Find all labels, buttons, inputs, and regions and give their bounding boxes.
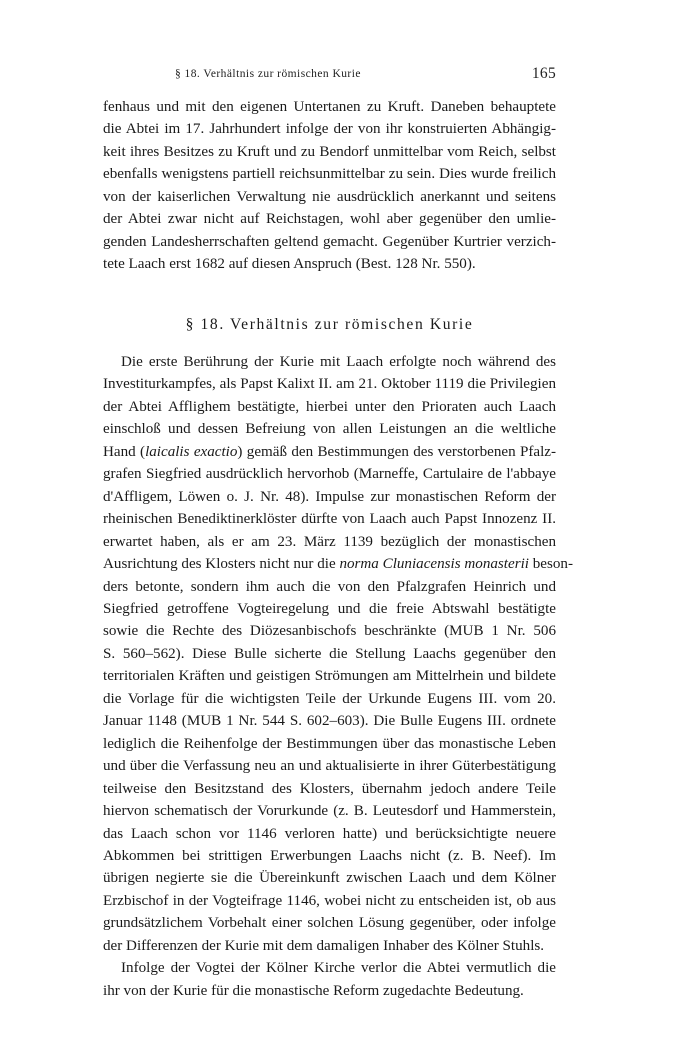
text-line: Abkommen bei strittigen Erwerbungen Laachs nicht (z. B. Neef). Im — [103, 847, 556, 864]
text-line: grafen Siegfried ausdrücklich hervorhob (Marneffe, Cartulaire de l'abbaye — [103, 466, 556, 483]
paragraph-continued — [103, 96, 556, 276]
text-line: lediglich die Reihenfolge der Bestimmungen über das monastische Leben — [103, 735, 556, 752]
text-line: ebenfalls wenigstens partiell reichsunmittelbar zu sein. Dies wurde freilich — [103, 166, 556, 183]
running-title: § 18. Verhältnis zur römischen Kurie — [175, 68, 361, 80]
text-line: teilweise den Besitzstand des Klosters, übernahm jedoch andere Teile — [103, 780, 556, 797]
text-line: sowie die Rechte des Diözesanbischofs beschränkte (MUB 1 Nr. 506 — [103, 623, 556, 640]
text-line: Siegfried getroffene Vogteiregelung und die freie Abtswahl bestätigte — [103, 600, 556, 617]
section-body — [103, 351, 573, 1002]
text-line: Erzbischof in der Vogteifrage 1146, wobei nicht zu entscheiden ist, ob aus — [103, 892, 556, 909]
text-line: keit ihres Besitzes zu Kruft und zu Bendorf unmittelbar vom Reich, selbst — [103, 143, 556, 160]
text-line: rheinischen Benediktinerklöster dürfte von Laach auch Papst Innozenz II. — [103, 511, 556, 528]
text-line: territorialen Kräften und geistigen Strömungen am Mittelrhein und bildete — [103, 668, 556, 685]
text-line: hiervon schematisch der Vorurkunde (z. B. Leutesdorf und Hammerstein, — [103, 803, 556, 820]
text-line: Ausrichtung des Klosters nicht nur die norma Cluniacensis monasterii beson- — [103, 556, 573, 573]
text-line: Investiturkampfes, als Papst Kalixt II. am 21. Oktober 1119 die Privilegien — [103, 376, 556, 393]
running-header — [103, 66, 556, 86]
text-line: erwartet haben, als er am 23. März 1139 bezüglich der monastischen — [103, 533, 556, 550]
page-number: 165 — [531, 65, 556, 82]
text-line: d'Affligem, Löwen o. J. Nr. 48). Impulse zur monastischen Reform der — [103, 488, 556, 505]
text-line: die Vorlage für die wichtigsten Teile der Urkunde Eugens III. vom 20. — [103, 690, 556, 707]
text-line: Infolge der Vogtei der Kölner Kirche verlor die Abtei vermutlich die — [121, 960, 556, 977]
text-line: der Abtei zwar nicht auf Reichstagen, wohl aber gegenüber den umlie- — [103, 211, 556, 228]
text-line: ders betonte, sondern ihm auch die von den Pfalzgrafen Heinrich und — [103, 578, 556, 595]
text-line: übrigen negierte sie die Übereinkunft zwischen Laach und dem Kölner — [103, 870, 556, 887]
text-line: der Differenzen der Kurie mit dem damaligen Inhaber des Kölner Stuhls. — [103, 937, 545, 954]
text-line: Hand (laicalis exactio) gemäß den Bestimmungen des verstorbenen Pfalz- — [103, 443, 556, 460]
section-heading: § 18. Verhältnis zur römischen Kurie — [185, 316, 474, 333]
text-line: Die erste Berührung der Kurie mit Laach erfolgte noch während des — [121, 354, 556, 370]
text-line: von der kaiserlichen Verwaltung nie ausdrücklich anerkannt und seitens — [103, 188, 556, 205]
text-line: und über die Verfassung neu an und aktualisierte in ihrer Güterbestätigung — [103, 758, 556, 775]
text-line: das Laach schon vor 1146 verloren hatte) und berücksichtigte neuere — [103, 825, 556, 842]
text-line: genden Landesherrschaften geltend gemacht. Gegenüber Kurtrier verzich- — [103, 233, 556, 250]
text-line: ihr von der Kurie für die monastische Reform zugedachte Bedeutung. — [103, 982, 524, 999]
text-line: tete Laach erst 1682 auf diesen Anspruch (Best. 128 Nr. 550). — [103, 256, 476, 273]
text-line: der Abtei Afflighem bestätigte, hierbei unter den Prioraten auch Laach — [103, 398, 556, 415]
text-line: Januar 1148 (MUB 1 Nr. 544 S. 602–603). Die Bulle Eugens III. ordnete — [103, 713, 556, 730]
text-line: die Abtei im 17. Jahrhundert infolge der von ihr konstruierten Abhängig- — [103, 121, 556, 138]
text-line: einschloß und dessen Befreiung von allen Leistungen an die weltliche — [103, 421, 556, 438]
text-line: grundsätzlichem Vorbehalt einer solchen Lösung gegenüber, oder infolge — [103, 915, 556, 932]
text-line: S. 560–562). Diese Bulle sicherte die Stellung Laachs gegenüber den — [103, 645, 556, 662]
text-line: fenhaus und mit den eigenen Untertanen zu Kruft. Daneben behauptete — [103, 99, 556, 115]
